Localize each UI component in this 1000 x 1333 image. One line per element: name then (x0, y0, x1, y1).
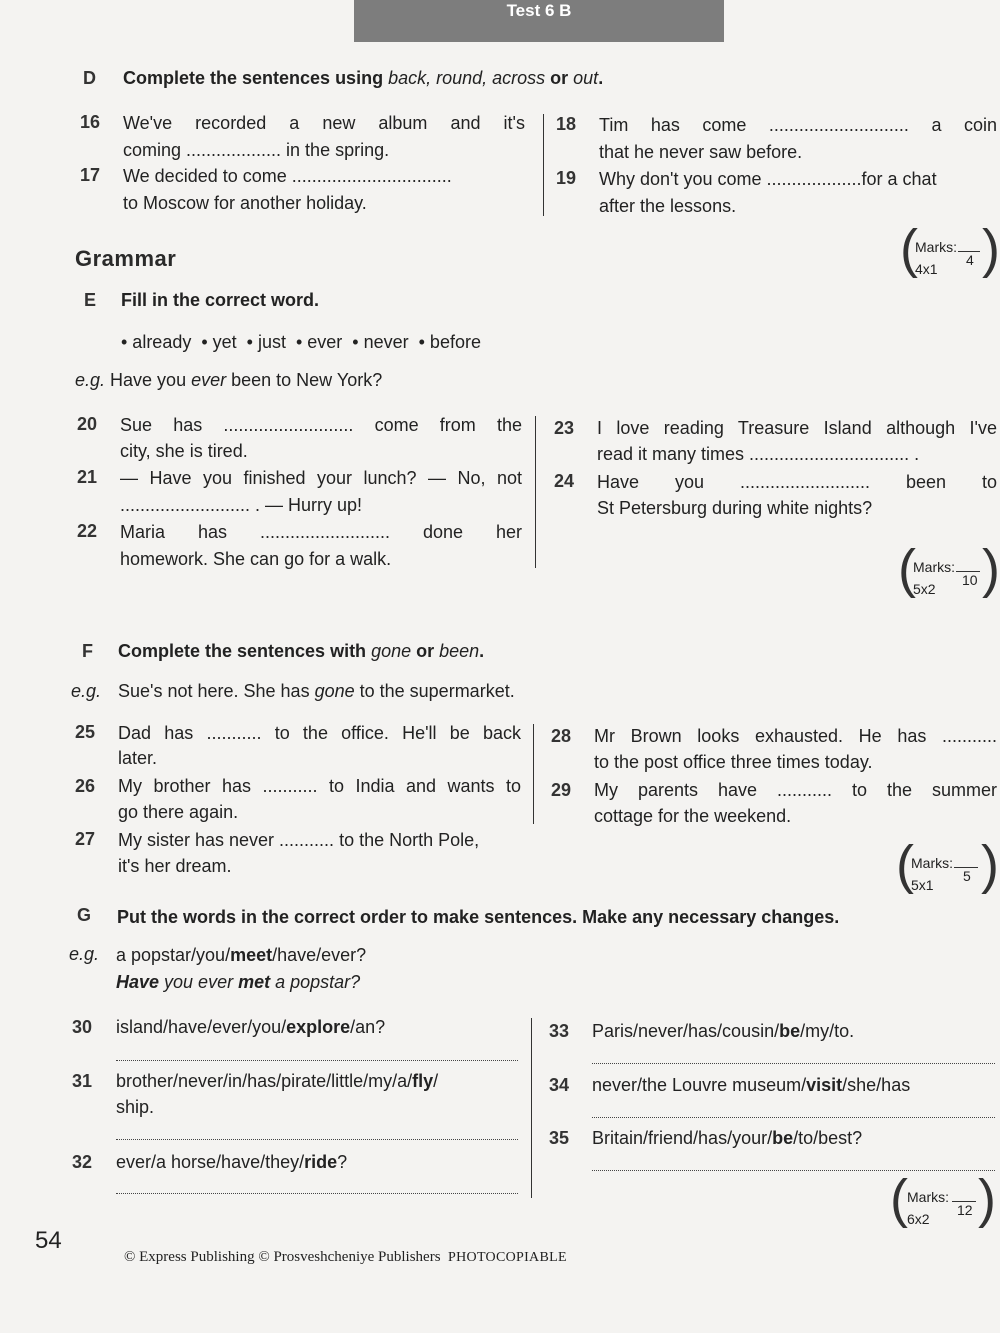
item-number: 30 (72, 1017, 93, 1037)
item-text-line2: after the lessons. (599, 196, 737, 216)
scrambled-words: brother/never/in/has/pirate/little/my/a/fly/ (116, 1071, 439, 1091)
item-number: 29 (551, 780, 572, 800)
item-text-line1: Sue has .......................... come from the (120, 415, 522, 435)
item-text-line2: it's her dream. (118, 856, 232, 876)
item-number: 32 (72, 1152, 93, 1172)
column-divider (543, 114, 544, 216)
item-text-line1: Have you .......................... been to (597, 472, 997, 492)
item-text-line1: My parents have ........... to the summer (594, 780, 997, 800)
item-number: 33 (549, 1021, 570, 1041)
scrambled-words: Paris/never/has/cousin/be/my/to. (592, 1021, 855, 1041)
item-text-line2: coming ................... in the spring. (123, 140, 390, 160)
item-text-line2: cottage for the weekend. (594, 806, 792, 826)
section-e-letter: E (84, 290, 97, 310)
item-number: 18 (556, 114, 577, 134)
item-text-line1: We decided to come ................................ (123, 166, 452, 186)
item-text-line2: that he never saw before. (599, 142, 803, 162)
answer-line[interactable] (116, 1139, 518, 1140)
scrambled-words: ever/a horse/have/they/ride? (116, 1152, 348, 1172)
item-number: 22 (77, 521, 98, 541)
item-number: 19 (556, 168, 577, 188)
marks-box: ( Marks: 10 5x2 ) (898, 539, 1000, 599)
answer-line[interactable] (116, 1060, 518, 1061)
item-text-line2: homework. She can go for a walk. (120, 549, 392, 569)
marks-box: ( Marks: 4 4x1 ) (900, 219, 1000, 279)
item-text-line1: I love reading Treasure Island although I've (597, 418, 997, 438)
answer-line[interactable] (592, 1170, 995, 1171)
item-text-line2: St Petersburg during white nights? (597, 498, 873, 518)
marks-box: ( Marks: 12 6x2 ) (890, 1169, 996, 1229)
item-number: 24 (554, 471, 575, 491)
item-number: 26 (75, 776, 96, 796)
page-number: 54 (35, 1227, 62, 1254)
grammar-heading: Grammar (75, 246, 177, 271)
column-divider (535, 416, 536, 568)
item-number: 31 (72, 1071, 93, 1091)
marks-box: ( Marks: 5 5x1 ) (896, 835, 999, 895)
word-bank: • already • yet • just • ever • never • before (121, 332, 481, 352)
example-sentence: e.g. Sue's not here. She has gone to the supermarket. (71, 681, 515, 701)
scrambled-words-line2: ship. (116, 1097, 155, 1117)
column-divider (531, 1018, 532, 1198)
item-text-line1: My sister has never ........... to the North Pole, (118, 830, 480, 850)
item-number: 34 (549, 1075, 570, 1095)
item-text-line1: Dad has ........... to the office. He'll be back (118, 723, 521, 743)
item-number: 27 (75, 829, 96, 849)
copyright-footer: © Express Publishing © Prosveshcheniye Publishers PHOTOCOPIABLE (124, 1249, 567, 1265)
item-text-line1: We've recorded a new album and it's (123, 113, 525, 133)
scrambled-words: island/have/ever/you/explore/an? (116, 1017, 386, 1037)
item-text-line2: to the post office three times today. (594, 752, 873, 772)
item-text-line1: Maria has .......................... done her (120, 522, 522, 542)
item-number: 20 (77, 414, 98, 434)
scrambled-words: never/the Louvre museum/visit/she/has (592, 1075, 911, 1095)
section-d-instruction: Complete the sentences using back, round, across or out. (123, 68, 604, 88)
answer-line[interactable] (592, 1117, 995, 1118)
item-text-line2: go there again. (118, 802, 239, 822)
section-g-instruction: Put the words in the correct order to make sentences. Make any necessary changes. (117, 907, 840, 927)
item-number: 23 (554, 418, 575, 438)
example-sentence: e.g. Have you ever been to New York? (75, 370, 383, 390)
item-text-line1: — Have you finished your lunch? — No, not (120, 468, 522, 488)
item-number: 17 (80, 165, 101, 185)
section-f-instruction: Complete the sentences with gone or been. (118, 641, 485, 661)
item-number: 21 (77, 467, 98, 487)
item-number: 35 (549, 1128, 570, 1148)
column-divider (533, 724, 534, 824)
item-text-line2: .......................... . — Hurry up! (120, 495, 363, 515)
item-text-line2: read it many times ................................ . (597, 444, 920, 464)
example-prefix: e.g. (69, 944, 100, 964)
item-text-line1: Mr Brown looks exhausted. He has ........... (594, 726, 997, 746)
section-f-letter: F (82, 641, 93, 661)
section-g-letter: G (77, 905, 92, 925)
example-answer: Have you ever met a popstar? (116, 972, 361, 992)
test-tab: Test 6 B (354, 0, 724, 42)
item-text-line1: My brother has ........... to India and wants to (118, 776, 521, 796)
section-d-letter: D (83, 68, 96, 88)
item-text-line2: to Moscow for another holiday. (123, 193, 367, 213)
item-number: 16 (80, 112, 101, 132)
scrambled-words: Britain/friend/has/your/be/to/best? (592, 1128, 863, 1148)
item-text-line2: city, she is tired. (120, 441, 248, 461)
example-question: a popstar/you/meet/have/ever? (116, 945, 367, 965)
item-text-line1: Tim has come ............................ a coin (599, 115, 997, 135)
item-text-line1: Why don't you come ...................for a chat (599, 169, 937, 189)
item-number: 28 (551, 726, 572, 746)
answer-line[interactable] (116, 1193, 518, 1194)
item-number: 25 (75, 722, 96, 742)
answer-line[interactable] (592, 1063, 995, 1064)
section-e-instruction: Fill in the correct word. (121, 290, 320, 310)
item-text-line2: later. (118, 748, 158, 768)
